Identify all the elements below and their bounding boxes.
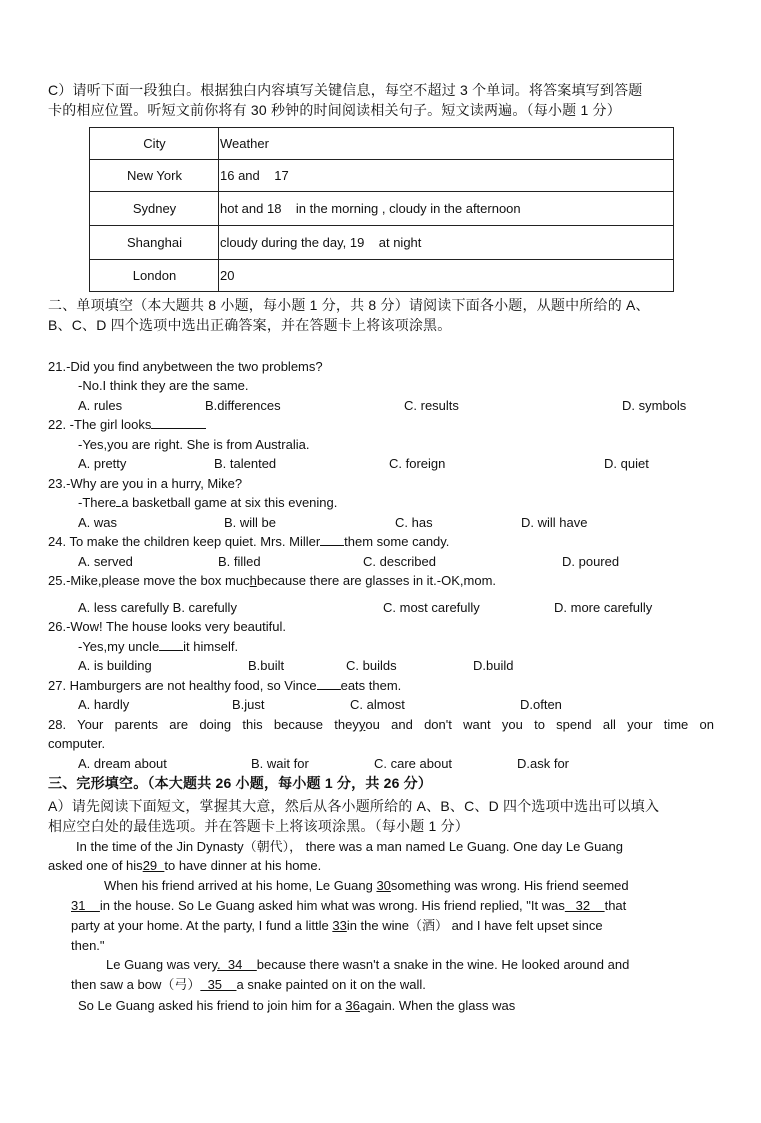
section-c-instruction-line1: C）请听下面一段独白。根据独白内容填写关键信息，每空不超过 3 个单词。将答案填写到答题 [48,82,643,98]
q21-option-c: C. results [404,398,459,413]
question-21-reply: -No.I think they are the same. [78,378,249,393]
q24-option-d: D. poured [562,554,620,569]
blank-35: 35 [200,977,237,992]
passage-line6: then." [71,938,105,953]
passage-line3 [104,876,629,896]
q27-option-b: B.just [232,697,265,712]
q28-option-d: D.ask for [517,756,570,771]
q26-option-b: B.built [248,658,285,673]
question-26-reply-start: -Yes,my uncle [78,639,160,654]
answer-blank [159,637,183,651]
passage-line1: In the time of the Jin Dynasty（朝代）， there was a man named Le Guang. One day Le Guang [76,839,624,854]
part3-instruction-line1: A）请先阅读下面短文，掌握其大意，然后从各小题所给的 A、B、C、D 四个选项中选出可以填入 [48,798,660,814]
answer-blank [151,415,206,429]
question-24 [48,532,449,552]
question-23-reply [78,493,337,513]
q22-option-d: D. quiet [604,456,649,471]
passage-text: asked one of his [48,858,143,873]
part3-title: 三、完形填空。（本大题共 26 小题，每小题 1 分，共 26 分） [48,775,433,791]
weather-cell: hot and 18 in the morning , cloudy in the afternoon [219,192,674,226]
q22-option-a: A. pretty [78,456,127,471]
q28-option-b: B. wait for [251,756,309,771]
weather-cell: 16 and 17 [219,160,674,192]
q21-option-b: B.differences [205,398,281,413]
blank-32: 32 [564,898,605,913]
passage-text: that [604,898,627,913]
q24-option-a: A. served [78,554,133,569]
question-27 [48,676,401,696]
question-22 [48,415,206,435]
question-25-start: 25.-Mike,please move the box muc [48,573,250,588]
q22-option-c: C. foreign [389,456,446,471]
passage-text: to have dinner at his home. [164,858,322,873]
question-26-reply [78,637,238,657]
question-25-end: because there are glasses in it.-OK,mom. [256,573,497,588]
q27-option-a: A. hardly [78,697,130,712]
question-28-start: 28. Your parents are doing this because they [48,717,359,732]
q21-option-a: A. rules [78,398,123,413]
blank-30: 30 [376,878,391,893]
weather-cell: 20 [219,260,674,292]
question-28-continued: computer. [48,736,106,751]
blank-33: 33 [332,918,347,933]
q23-option-b: B. will be [224,515,277,530]
passage-text: in the house. So Le Guang asked him what was wrong. His friend replied, "It was [99,898,565,913]
part3-instruction-line2: 相应空白处的最佳选项。并在答题卡上将该项涂黑。（每小题 1 分） [48,818,469,834]
header-city: City [90,128,219,160]
q22-option-b: B. talented [214,456,277,471]
question-23: 23.-Why are you in a hurry, Mike? [48,476,243,491]
passage-text: a snake painted on it on the wall. [236,977,426,992]
city-cell: New York [90,160,219,192]
passage-line9 [78,996,515,1016]
passage-text: because there wasn't a snake in the wine. He looked around and [256,957,630,972]
q25-option-ab: A. less carefully B. carefully [78,600,237,615]
question-26-reply-end: it himself. [183,639,239,654]
question-24-end: them some candy. [344,534,450,549]
part2-title-line1: 二、单项填空（本大题共 8 小题，每小题 1 分，共 8 分）请阅读下面各小题，从题中所给的 A、 [48,297,650,313]
question-27-end: eats them. [340,678,402,693]
city-cell: Sydney [90,192,219,226]
q26-option-a: A. is building [78,658,152,673]
weather-cell: cloudy during the day, 19 at night [219,226,674,260]
question-25 [48,571,496,591]
q26-option-c: C. builds [346,658,397,673]
q23-option-c: C. has [395,515,433,530]
passage-line8 [71,975,426,995]
passage-text: So Le Guang asked his friend to join him for a [78,998,346,1013]
blank-36: 36 [345,998,360,1013]
q23-option-d: D. will have [521,515,588,530]
section-c-instruction-line2: 卡的相应位置。听短文前你将有 30 秒钟的时间阅读相关句子。短文读两遍。（每小题 1 分） [48,102,621,118]
question-22-reply: -Yes,you are right. She is from Australia. [78,437,310,452]
table-row [90,226,674,260]
table-row [90,160,674,192]
part2-title-line2: B、C、D 四个选项中选出正确答案，并在答题卡上将该项涂黑。 [48,317,452,333]
q21-option-d: D. symbols [622,398,687,413]
question-21: 21.-Did you find anybetween the two problems? [48,359,323,374]
blank-34: . 34 [217,957,257,972]
question-23-reply-start: -There [78,495,117,510]
passage-line4 [71,896,626,916]
q28-option-a: A. dream about [78,756,167,771]
q25-option-c: C. most carefully [383,600,480,615]
blank-31: 31 [71,898,100,913]
weather-table [89,127,674,292]
passage-line7 [106,955,629,975]
passage-line5 [71,916,603,936]
passage-text: something was wrong. His friend seemed [390,878,629,893]
table-row [90,192,674,226]
question-28-end: ou and don't want you to spend all your time on [365,717,714,732]
q27-option-d: D.often [520,697,562,712]
passage-text: When his friend arrived at his home, Le Guang [104,878,377,893]
question-26: 26.-Wow! The house looks very beautiful. [48,619,286,634]
question-27-start: 27. Hamburgers are not healthy food, so Vince [48,678,317,693]
passage-text: then saw a bow（弓） [71,977,201,992]
question-22-text: 22. -The girl looks [48,417,152,432]
question-25-underlined: h [249,573,257,588]
q26-option-d: D.build [473,658,514,673]
q24-option-b: B. filled [218,554,261,569]
header-weather: Weather [219,128,674,160]
q23-option-a: A. was [78,515,118,530]
question-24-start: 24. To make the children keep quiet. Mrs. Miller [48,534,321,549]
passage-text: again. When the glass was [359,998,516,1013]
q24-option-c: C. described [363,554,436,569]
passage-text: party at your home. At the party, I fund a little [71,918,333,933]
question-23-reply-end: a basketball game at six this evening. [121,495,338,510]
question-28 [48,715,714,735]
table-header-row [90,128,674,160]
city-cell: London [90,260,219,292]
city-cell: Shanghai [90,226,219,260]
passage-text: in the wine（酒） and I have felt upset since [346,918,603,933]
blank-29: 29 [142,858,165,873]
q28-option-c: C. care about [374,756,453,771]
passage-line2 [48,856,321,876]
table-row [90,260,674,292]
answer-blank [317,676,341,690]
q27-option-c: C. almost [350,697,405,712]
answer-blank [320,532,344,546]
q25-option-d: D. more carefully [554,600,653,615]
question-28-underlined: y [358,717,366,732]
passage-text: Le Guang was very [106,957,218,972]
